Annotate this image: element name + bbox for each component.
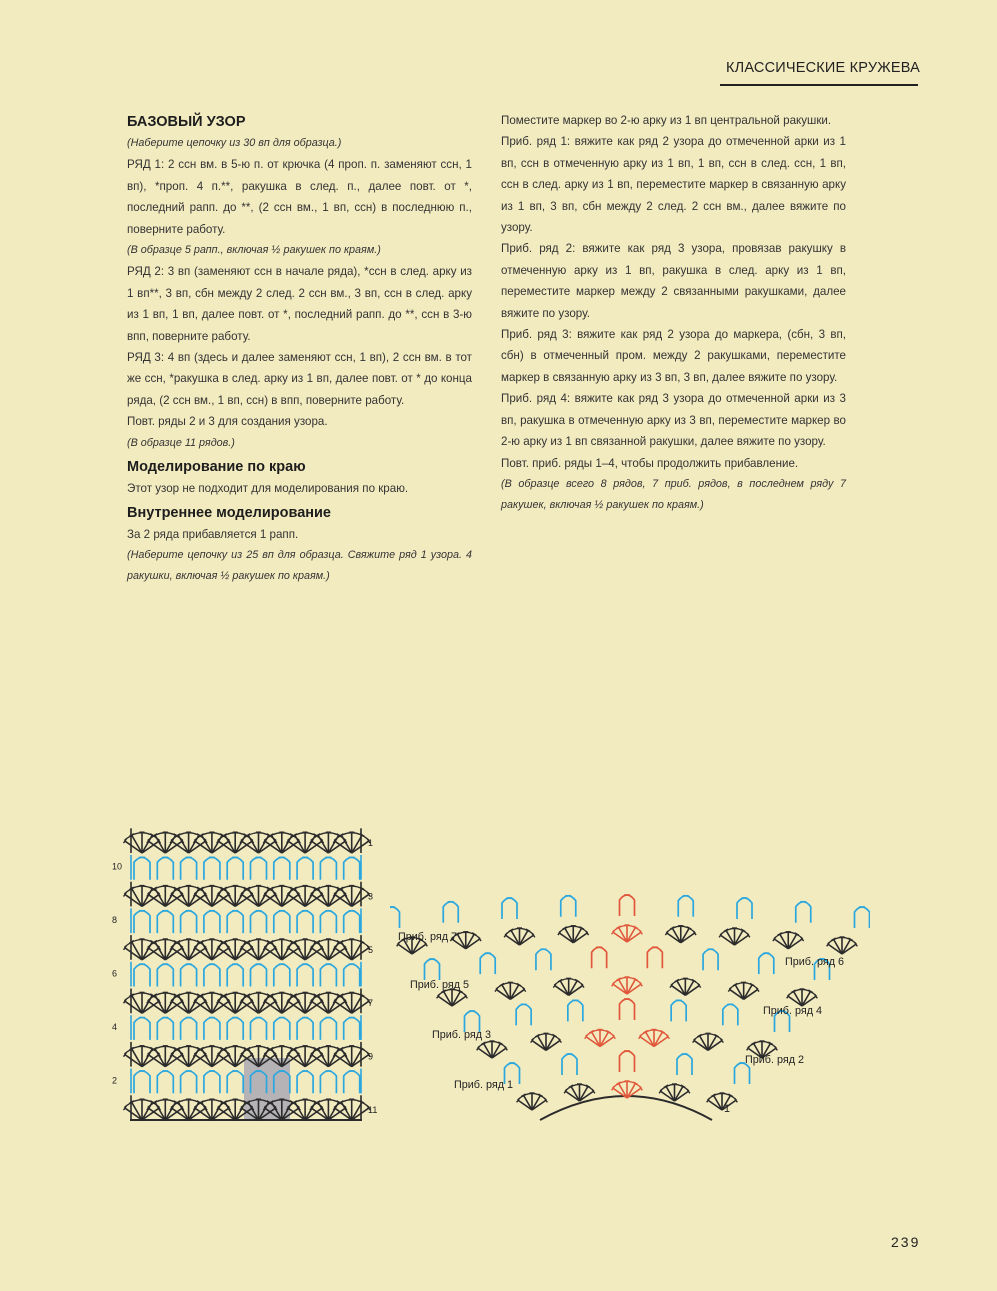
internal-modeling-note: (Наберите цепочку из 25 вп для образца. Свяжите ряд 1 узора. 4 ракушки, включая ½ ракушек по краям.) — [127, 548, 472, 583]
header-rule — [720, 84, 918, 86]
row-number-right: 9 — [368, 1051, 374, 1062]
chart-row — [131, 908, 361, 933]
page-number: 239 — [891, 1234, 921, 1250]
chart-row — [124, 882, 374, 907]
increase-row-label-left: Приб. ряд 3 — [432, 1029, 492, 1041]
marker-text: Поместите маркер во 2-ю арку из 1 вп центральной ракушки. — [501, 114, 832, 127]
increase-row-label-left: Приб. ряд 7 — [398, 931, 458, 943]
increase-row-label-left: Приб. ряд 5 — [410, 979, 470, 991]
base-pattern-chart — [110, 820, 390, 1130]
edge-modeling-text: Этот узор не подходит для моделирования по краю. — [127, 482, 409, 496]
chart-row — [131, 1015, 361, 1040]
increase-chart — [390, 850, 870, 1130]
row-number-left: 10 — [112, 861, 123, 872]
chart-row — [124, 989, 374, 1014]
chart-row — [124, 935, 374, 960]
inc-row4-text: Приб. ряд 4: вяжите как ряд 3 узора до отмеченной арки из 3 вп, ракушка в отмеченную арку из 3 вп, переместите маркер во 2-ю арку из 1 вп связанной ракушки, далее вяжите по узору. — [501, 392, 846, 449]
repeat-note: (В образце 11 рядов.) — [127, 436, 235, 449]
row-number-left: 2 — [112, 1075, 118, 1086]
increase-row-label-left: Приб. ряд 1 — [454, 1079, 514, 1091]
foundation-chain — [540, 1096, 712, 1120]
increase-row — [390, 895, 870, 928]
row1-note: (В образце 5 рапп., включая ½ ракушек по краям.) — [127, 244, 381, 257]
base-pattern-title: БАЗОВЫЙ УЗОР — [127, 114, 246, 130]
chart-row — [131, 962, 361, 987]
increase-row — [437, 977, 818, 1006]
increase-row — [517, 1081, 738, 1110]
increase-row — [505, 1051, 750, 1084]
row-number-right: 11 — [368, 1105, 378, 1115]
increase-row-label-right: 1 — [724, 1103, 731, 1115]
increase-row-label-right: Приб. ряд 6 — [785, 956, 845, 968]
increase-row-label-right: Приб. ряд 2 — [745, 1054, 805, 1066]
edge-modeling-title: Моделирование по краю — [127, 459, 306, 476]
inc-total-note: (В образце всего 8 рядов, 7 приб. рядов, в последнем ряду 7 ракушек, включая ½ ракушек по краям.) — [501, 477, 846, 512]
inc-repeat-text: Повт. приб. ряды 1–4, чтобы продолжить прибавление. — [501, 456, 799, 470]
chart-row — [124, 828, 374, 853]
row-number-right: 3 — [368, 891, 374, 902]
repeat-text: Повт. ряды 2 и 3 для создания узора. — [127, 415, 328, 429]
increase-row — [465, 999, 790, 1032]
internal-modeling-text: За 2 ряда прибавляется 1 рапп. — [127, 527, 299, 541]
inc-row3-text: Приб. ряд 3: вяжите как ряд 2 узора до маркера, (сбн, 3 вп, сбн) в отмеченный пром. между 2 ракушками, переместите маркер в связанную арку из 3 вп, 3 вп, далее вяжите по узору. — [501, 328, 846, 384]
row2-text: РЯД 2: 3 вп (заменяют ссн в начале ряда), *ссн в след. арку из 1 вп**, 3 вп, сбн между 2 след. 2 ссн вм., 3 вп, ссн в след. арку из 1 вп, 1 вп, далее повт. от *, последний рапп. до **, ссн в 3-ю впп, поверните работу. — [127, 265, 472, 343]
inc-row2-text: Приб. ряд 2: вяжите как ряд 3 узора, провязав ракушку в отмеченную арку из 1 вп, ракушка в след. арку из 1 вп, переместите маркер между 2 связанными ракушками, далее вяжите по узору. — [501, 242, 846, 320]
row-number-left: 4 — [112, 1021, 118, 1032]
increase-row — [397, 925, 858, 954]
row1-text: РЯД 1: 2 ссн вм. в 5-ю п. от крючка (4 проп. п. заменяют ссн, 1 вп), *проп. 4 п.**, ракушка в след. п., далее повт. от *, последний рапп. до **, (2 ссн вм., 1 вп, ссн) в последнюю п., поверните работу. — [127, 158, 472, 236]
row-number-right: 5 — [368, 944, 374, 955]
increase-row-label-right: Приб. ряд 4 — [763, 1005, 823, 1017]
left-column — [127, 112, 472, 588]
row-number-right: 7 — [368, 998, 374, 1009]
section-title: КЛАССИЧЕСКИЕ КРУЖЕВА — [726, 60, 920, 76]
row-number-left: 6 — [112, 968, 118, 979]
row-number-left: 8 — [112, 915, 118, 926]
intro-note: (Наберите цепочку из 30 вп для образца.) — [127, 137, 342, 149]
increase-row — [425, 947, 830, 980]
right-column — [501, 110, 846, 517]
increase-row — [477, 1029, 778, 1058]
row3-text: РЯД 3: 4 вп (здесь и далее заменяют ссн, 1 вп), 2 ссн вм. в тот же ссн, *ракушка в след. арку из 1 вп, далее повт. от * до конца ряда, (2 ссн вм., 1 вп, ссн) в впп, поверните работу. — [127, 351, 472, 407]
inc-row1-text: Приб. ряд 1: вяжите как ряд 2 узора до отмеченной арки из 1 вп, ссн в отмеченную арку из 1 вп, 1 вп, ссн в след. ссн, 1 вп, ссн в след. арку из 1 вп, переместите маркер в связанную арку из 1 вп, 3 вп, сбн между 2 след. 2 ссн вм., далее вяжите по узору. — [501, 135, 846, 235]
internal-modeling-title: Внутреннее моделирование — [127, 504, 331, 521]
row-number-right: 1 — [368, 838, 374, 848]
chart-row — [131, 855, 361, 880]
